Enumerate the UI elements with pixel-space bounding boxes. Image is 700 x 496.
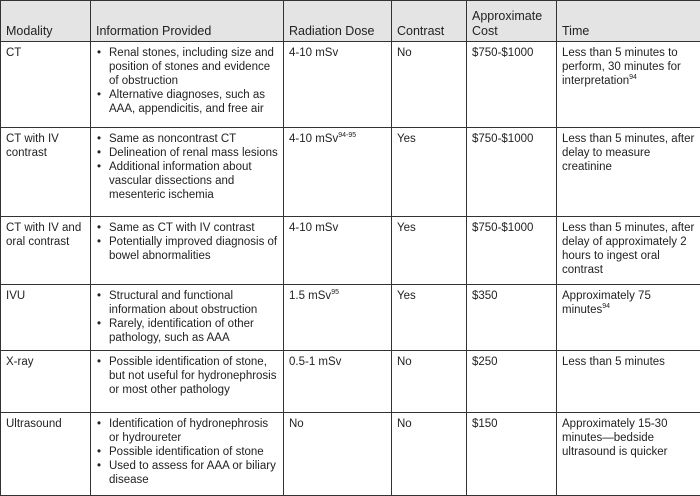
table-body (1, 42, 700, 496)
time-value: Less than 5 minutes (562, 356, 665, 369)
reference-superscript: 94 (602, 302, 611, 310)
information-cell (91, 128, 284, 217)
information-cell (91, 284, 284, 350)
time-value: Approximately 15-30 minutes—bedside ultrasound is quicker (562, 418, 668, 459)
modality-label: X-ray (6, 356, 34, 369)
radiation-dose-cell (284, 351, 392, 413)
cost-cell (467, 128, 557, 217)
radiation-dose-value: No (289, 418, 304, 431)
information-cell (91, 42, 284, 128)
modality-label: CT with IV and oral contrast (6, 222, 82, 249)
information-item: • Possible identification of stone, but not useful for hydronephrosis or most other pathology (109, 355, 279, 397)
time-cell (557, 413, 700, 496)
modality-cell (1, 217, 91, 285)
information-item: • Delineation of renal mass lesions (109, 146, 279, 160)
information-list (96, 132, 279, 202)
header-approximate-cost: Approximate Cost (467, 1, 557, 42)
information-list (96, 289, 279, 345)
table-row (1, 413, 700, 496)
contrast-value: No (397, 356, 412, 369)
table-row (1, 128, 700, 217)
information-cell (91, 217, 284, 285)
contrast-cell (392, 217, 467, 285)
cost-cell (467, 284, 557, 350)
information-cell (91, 413, 284, 496)
modality-cell (1, 413, 91, 496)
time-cell (557, 284, 700, 350)
time-cell (557, 351, 700, 413)
reference-superscript: 94-95 (338, 132, 357, 140)
information-item: • Potentially improved diagnosis of bowel abnormalities (109, 235, 279, 263)
modality-cell (1, 351, 91, 413)
cost-cell (467, 351, 557, 413)
radiation-dose-value: 4-10 mSv (289, 222, 339, 235)
reference-superscript: 95 (331, 288, 339, 296)
contrast-value: Yes (397, 289, 416, 302)
contrast-value: No (397, 418, 412, 431)
modality-label: CT (6, 47, 22, 59)
modality-cell (1, 42, 91, 128)
radiation-dose-value: 4-10 mSv (289, 133, 339, 145)
modality-cell (1, 284, 91, 350)
radiation-dose-cell (284, 217, 392, 285)
cost-value: $750-$1000 (472, 222, 534, 235)
contrast-value: Yes (397, 222, 416, 235)
cost-value: $250 (472, 356, 498, 369)
modality-cell (1, 128, 91, 217)
header-time: Time (557, 1, 700, 42)
time-value: Less than 5 minutes, after delay to measure creatinine (562, 133, 695, 173)
information-list (96, 46, 279, 116)
modality-label: Ultrasound (6, 418, 62, 431)
time-value: Less than 5 minutes to perform, 30 minutes for interpretation (562, 47, 681, 87)
table-row (1, 217, 700, 285)
header-radiation-dose: Radiation Dose (284, 1, 392, 42)
radiation-dose-cell (284, 128, 392, 217)
modality-label: IVU (6, 289, 26, 302)
cost-value: $150 (472, 418, 498, 431)
header-contrast: Contrast (392, 1, 467, 42)
information-item: • Identification of hydronephrosis or hydroureter (109, 417, 279, 445)
information-item: • Alternative diagnoses, such as AAA, appendicitis, and free air (109, 88, 279, 116)
radiation-dose-value: 4-10 mSv (289, 47, 339, 59)
information-list (96, 355, 279, 397)
cost-value: $750-$1000 (472, 47, 534, 59)
time-value: Less than 5 minutes, after delay of approximately 2 hours to ingest oral contrast (562, 222, 695, 277)
cost-cell (467, 42, 557, 128)
time-cell (557, 128, 700, 217)
radiation-dose-value: 1.5 mSv (289, 289, 332, 302)
radiation-dose-cell (284, 284, 392, 350)
information-item: • Additional information about vascular dissections and mesenteric ischemia (109, 160, 279, 202)
header-modality: Modality (1, 1, 91, 42)
information-item: • Same as CT with IV contrast (109, 221, 279, 235)
header-row (1, 1, 700, 42)
information-cell (91, 351, 284, 413)
radiation-dose-cell (284, 413, 392, 496)
time-value: Approximately 75 minutes (562, 289, 651, 316)
reference-superscript: 94 (629, 74, 637, 82)
cost-value: $350 (472, 289, 498, 302)
information-list (96, 417, 279, 487)
information-item: • Rarely, identification of other pathology, such as AAA (109, 317, 279, 345)
table-row (1, 42, 700, 128)
header-information-provided: Information Provided (91, 1, 284, 42)
cost-cell (467, 413, 557, 496)
radiation-dose-value: 0.5-1 mSv (289, 356, 342, 369)
contrast-cell (392, 351, 467, 413)
information-item: • Possible identification of stone (109, 445, 279, 459)
modality-label: CT with IV contrast (6, 133, 59, 159)
information-item: • Used to assess for AAA or biliary disease (109, 459, 279, 487)
contrast-cell (392, 284, 467, 350)
information-item: • Renal stones, including size and position of stones and evidence of obstruction (109, 46, 279, 88)
information-item: • Same as noncontrast CT (109, 132, 279, 146)
information-item: • Structural and functional information about obstruction (109, 289, 279, 317)
cost-cell (467, 217, 557, 285)
contrast-value: No (397, 47, 412, 59)
table-row (1, 284, 700, 350)
contrast-cell (392, 42, 467, 128)
contrast-value: Yes (397, 133, 416, 145)
information-list (96, 221, 279, 263)
contrast-cell (392, 413, 467, 496)
contrast-cell (392, 128, 467, 217)
time-cell (557, 217, 700, 285)
radiation-dose-cell (284, 42, 392, 128)
table-row (1, 351, 700, 413)
cost-value: $750-$1000 (472, 133, 534, 145)
time-cell (557, 42, 700, 128)
